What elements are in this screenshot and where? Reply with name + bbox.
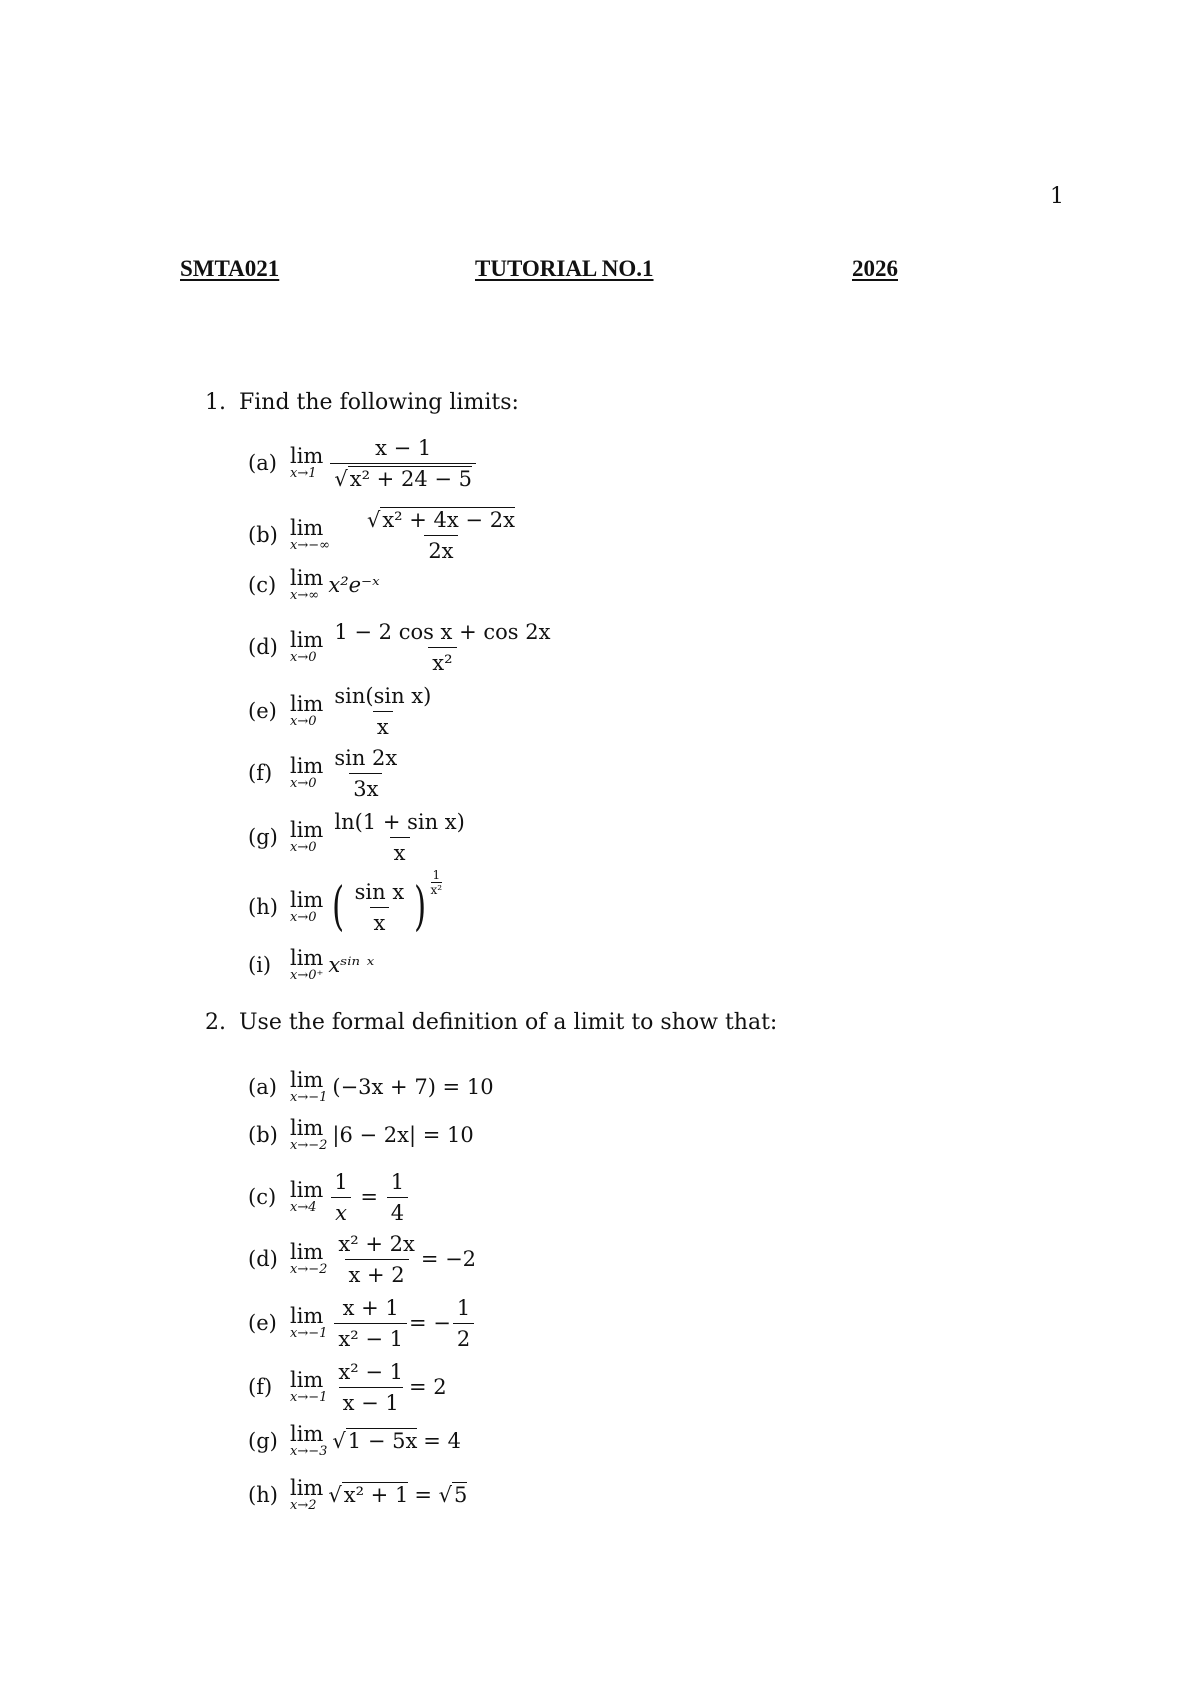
q2-item-b <box>248 1110 474 1160</box>
fraction <box>330 1170 351 1225</box>
item-label: (i) <box>248 953 272 977</box>
limit-subscript: x→−1 <box>290 1089 328 1105</box>
course-code: SMTA021 <box>180 256 280 281</box>
numerator: sin(sin x) <box>334 683 432 708</box>
lim-word: lim <box>290 753 324 778</box>
rhs-sqrt: √5 <box>438 1483 468 1507</box>
numerator: x² + 2x <box>338 1231 415 1256</box>
lim-word: lim <box>290 817 324 842</box>
q1-item-d <box>248 612 556 682</box>
numerator: sin 2x <box>334 745 398 770</box>
q1-item-c <box>248 560 380 610</box>
limit-operator <box>290 565 324 603</box>
denominator: √x² + 24 − 5 <box>330 463 476 491</box>
limit-subscript: x→0 <box>290 839 317 855</box>
item-label: (a) <box>248 451 277 475</box>
limit-operator <box>290 691 324 729</box>
expression: xˢⁱⁿ ˣ <box>328 953 375 977</box>
rhs-prefix: = <box>414 1483 439 1507</box>
q2-item-h <box>248 1470 467 1520</box>
fraction <box>334 1360 407 1415</box>
exponent-numerator: 1 <box>432 868 441 882</box>
rhs-prefix: = − <box>408 1311 451 1335</box>
q1-item-e <box>248 676 437 746</box>
numerator-text: x² + 4x − 2x <box>382 507 515 532</box>
limit-subscript: x→∞ <box>290 587 320 603</box>
expression: (−3x + 7) = 10 <box>332 1075 494 1099</box>
fraction <box>330 436 476 491</box>
radicand: 1 − 5x <box>347 1429 418 1453</box>
item-label: (c) <box>248 1185 277 1209</box>
q1-item-g <box>248 802 471 872</box>
limit-subscript: x→−∞ <box>290 537 330 553</box>
fraction <box>330 684 435 739</box>
item-label: (f) <box>248 761 273 785</box>
q1-item-i <box>248 940 374 990</box>
denominator: x <box>373 711 393 739</box>
equals-sign: = <box>353 1185 385 1209</box>
tutorial-title: TUTORIAL NO.1 <box>475 256 654 281</box>
limit-subscript: x→0 <box>290 909 317 925</box>
limit-subscript: x→2 <box>290 1497 317 1513</box>
fraction <box>330 810 468 865</box>
expression: |6 − 2x| = 10 <box>332 1123 474 1147</box>
limit-operator <box>290 1367 328 1405</box>
limit-operator <box>290 887 324 925</box>
lim-word: lim <box>290 565 324 590</box>
q2-item-c <box>248 1162 410 1232</box>
lim-word: lim <box>290 1177 324 1202</box>
denominator-text: x² + 24 − 5 <box>349 466 472 491</box>
limit-operator <box>290 515 330 553</box>
right-paren: ) <box>414 877 427 937</box>
lim-word: lim <box>290 887 324 912</box>
item-label: (e) <box>248 1311 277 1335</box>
lim-word: lim <box>290 1421 324 1446</box>
question-1-text: Find the following limits: <box>239 390 519 415</box>
left-paren: ( <box>332 877 345 937</box>
year: 2026 <box>852 256 898 281</box>
fraction <box>330 620 554 675</box>
rhs-fraction <box>453 1296 474 1351</box>
lim-word: lim <box>290 1115 324 1140</box>
rhs-radicand: 5 <box>454 1483 468 1507</box>
lim-word: lim <box>290 627 324 652</box>
item-label: (g) <box>248 825 278 849</box>
q1-item-a <box>248 428 478 498</box>
rhs-numerator: 1 <box>390 1169 405 1194</box>
rhs-denominator: 4 <box>387 1197 408 1225</box>
item-label: (d) <box>248 635 278 659</box>
q2-item-g <box>248 1416 461 1466</box>
lim-word: lim <box>290 1475 324 1500</box>
lim-word: lim <box>290 443 324 468</box>
fraction <box>363 508 519 563</box>
q2-item-f <box>248 1352 447 1422</box>
limit-operator <box>290 1067 328 1105</box>
rhs-numerator: 1 <box>456 1295 471 1320</box>
limit-operator <box>290 1303 328 1341</box>
denominator: x² <box>428 647 456 675</box>
numerator: ln(1 + sin x) <box>334 809 465 834</box>
numerator: sin x <box>354 879 405 904</box>
limit-operator <box>290 1475 324 1513</box>
limit-subscript: x→0⁺ <box>290 967 324 983</box>
item-label: (b) <box>248 523 278 547</box>
lim-word: lim <box>290 1239 324 1264</box>
exponent-denominator: x² <box>430 883 443 897</box>
limit-subscript: x→0 <box>290 713 317 729</box>
question-2-number: 2. <box>205 1010 226 1035</box>
item-label: (g) <box>248 1429 278 1453</box>
item-label: (h) <box>248 895 278 919</box>
item-label: (f) <box>248 1375 273 1399</box>
item-label: (d) <box>248 1247 278 1271</box>
rhs-denominator: 2 <box>453 1323 474 1351</box>
limit-subscript: x→−1 <box>290 1389 328 1405</box>
item-label: (c) <box>248 573 277 597</box>
lim-word: lim <box>290 945 324 970</box>
lim-word: lim <box>290 1303 324 1328</box>
limit-subscript: x→4 <box>290 1199 317 1215</box>
limit-operator <box>290 443 324 481</box>
item-label: (h) <box>248 1483 278 1507</box>
numerator: x − 1 <box>375 435 432 460</box>
item-label: (e) <box>248 699 277 723</box>
right-hand-side: = −2 <box>420 1247 477 1271</box>
lim-word: lim <box>290 1067 324 1092</box>
q1-item-h <box>248 868 443 942</box>
limit-operator <box>290 1421 328 1459</box>
right-hand-side: = 4 <box>423 1429 461 1453</box>
denominator: x <box>390 837 410 865</box>
numerator: x² − 1 <box>338 1359 403 1384</box>
numerator: 1 − 2 cos x + cos 2x <box>334 619 551 644</box>
right-hand-side: = 2 <box>408 1375 447 1399</box>
lim-word: lim <box>290 691 324 716</box>
limit-operator <box>290 1115 328 1153</box>
limit-subscript: x→1 <box>290 465 317 481</box>
limit-subscript: x→−1 <box>290 1325 328 1341</box>
expression: x²e⁻ˣ <box>328 573 380 597</box>
q2-item-d <box>248 1224 476 1294</box>
lim-word: lim <box>290 1367 324 1392</box>
limit-subscript: x→0 <box>290 649 317 665</box>
q2-item-e <box>248 1288 476 1358</box>
denominator: 3x <box>349 773 382 801</box>
sqrt-expression: √1 − 5x <box>332 1429 418 1453</box>
item-label: (b) <box>248 1123 278 1147</box>
numerator: √x² + 4x − 2x <box>366 507 515 532</box>
limit-operator <box>290 1239 328 1277</box>
denominator: x <box>331 1197 351 1225</box>
question-1 <box>205 390 519 415</box>
limit-subscript: x→−2 <box>290 1137 328 1153</box>
numerator: x + 1 <box>342 1295 399 1320</box>
limit-operator <box>290 1177 324 1215</box>
rhs-fraction <box>387 1170 408 1225</box>
denominator: x <box>370 907 390 935</box>
question-2 <box>205 1010 777 1035</box>
limit-subscript: x→0 <box>290 775 317 791</box>
q1-item-f <box>248 738 403 808</box>
question-2-text: Use the formal definition of a limit to show that: <box>239 1010 778 1035</box>
limit-subscript: x→−2 <box>290 1261 328 1277</box>
q2-item-a <box>248 1062 494 1112</box>
limit-operator <box>290 945 324 983</box>
question-1-number: 1. <box>205 390 226 415</box>
numerator: 1 <box>334 1169 348 1194</box>
limit-operator <box>290 753 324 791</box>
limit-operator <box>290 817 324 855</box>
denominator: x + 2 <box>345 1259 409 1287</box>
denominator: x − 1 <box>339 1387 403 1415</box>
denominator: 2x <box>424 535 457 563</box>
denominator: x² − 1 <box>334 1323 407 1351</box>
radicand: x² + 1 <box>343 1483 409 1507</box>
limit-operator <box>290 627 324 665</box>
sqrt-expression: √x² + 1 <box>328 1483 409 1507</box>
limit-subscript: x→−3 <box>290 1443 328 1459</box>
fraction <box>334 1296 407 1351</box>
page-number: 1 <box>1050 184 1064 209</box>
lim-word: lim <box>290 515 324 540</box>
fraction <box>351 880 409 935</box>
exponent <box>431 868 443 897</box>
fraction <box>330 746 401 801</box>
fraction <box>334 1232 418 1287</box>
item-label: (a) <box>248 1075 277 1099</box>
